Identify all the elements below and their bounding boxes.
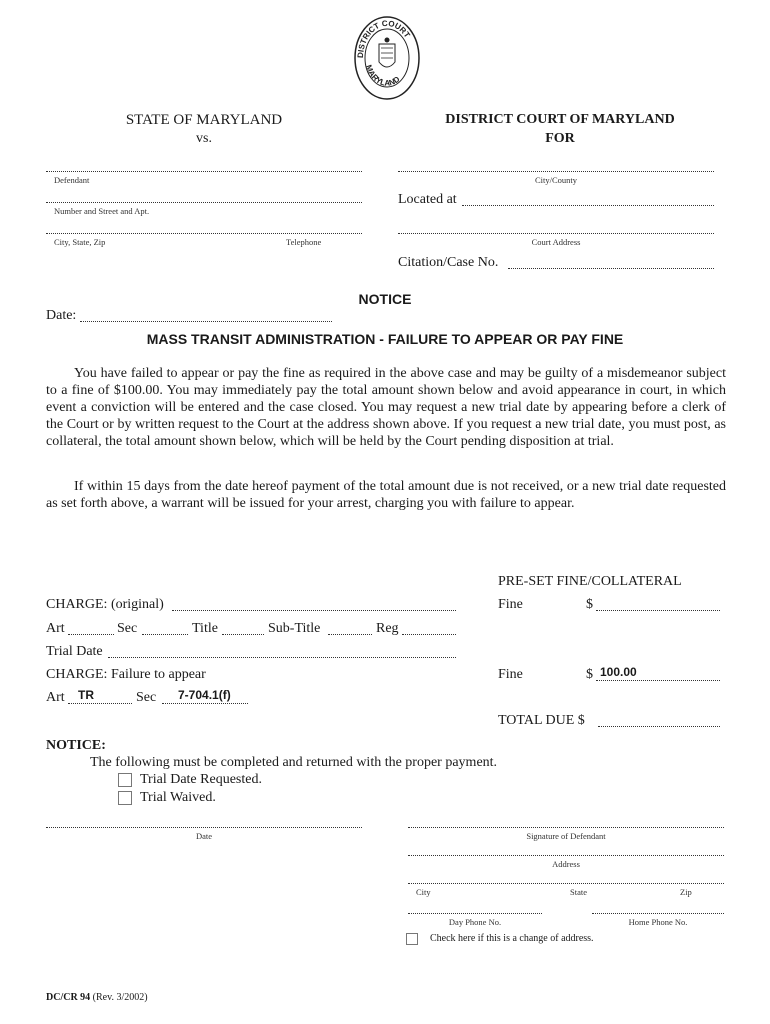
citation-case-line[interactable] [508, 268, 714, 269]
art-2-line[interactable] [68, 703, 132, 704]
signature-line[interactable] [408, 827, 724, 828]
fine-1-dollar: $ [586, 597, 593, 612]
sec-2-label: Sec [136, 690, 157, 705]
reg-label: Reg [376, 621, 399, 636]
seal-bottom-text: MARYLAND [363, 63, 402, 88]
fine-1-line[interactable] [596, 610, 720, 611]
home-phone-line[interactable] [592, 913, 724, 914]
located-at-label: Located at [398, 192, 457, 207]
sig-city-label: City [416, 887, 431, 897]
charge-fta-label: CHARGE: Failure to appear [46, 667, 206, 682]
court-for-label: FOR [545, 131, 575, 146]
title-line[interactable] [222, 634, 264, 635]
form-revision: (Rev. 3/2002) [92, 992, 148, 1003]
notice-paragraph-2: If within 15 days from the date hereof payment of the total amount due is not received, or a new trial date requested as set forth above, a warrant will be issued for your arrest, charging you with failure to appear. [46, 479, 726, 511]
subtitle-label: Sub-Title [268, 621, 321, 636]
main-title: MASS TRANSIT ADMINISTRATION - FAILURE TO APPEAR OR PAY FINE [146, 331, 624, 347]
art-2-label: Art [46, 690, 65, 705]
located-at-line[interactable] [462, 205, 714, 206]
city-county-line[interactable] [398, 171, 714, 172]
sig-state-label: State [570, 887, 587, 897]
reg-line[interactable] [402, 634, 456, 635]
trial-waived-label: Trial Waived. [140, 790, 216, 805]
home-phone-label: Home Phone No. [628, 917, 688, 927]
defendant-address-label: Address [552, 859, 580, 869]
change-of-address-checkbox[interactable] [406, 933, 418, 945]
fine-2-label: Fine [498, 667, 523, 682]
form-footer [46, 992, 148, 1003]
citation-case-label: Citation/Case No. [398, 255, 499, 270]
city-county-label: City/County [534, 175, 578, 185]
street-address-line[interactable] [46, 202, 362, 203]
signature-date-label: Date [195, 831, 213, 841]
charge-original-line[interactable] [172, 610, 456, 611]
sig-zip-label: Zip [680, 887, 692, 897]
court-title: DISTRICT COURT OF MARYLAND [445, 112, 675, 127]
fine-2-line[interactable] [596, 680, 720, 681]
notice-date-line[interactable] [80, 321, 332, 322]
seal-top-text: DISTRICT COURT [355, 18, 412, 59]
subtitle-line[interactable] [328, 634, 372, 635]
trial-waived-checkbox[interactable] [118, 791, 132, 805]
signature-label: Signature of Defendant [526, 831, 606, 841]
day-phone-line[interactable] [408, 913, 542, 914]
preset-fine-heading: PRE-SET FINE/COLLATERAL [498, 574, 682, 589]
fine-2-dollar: $ [586, 667, 593, 682]
state-title: STATE OF MARYLAND [125, 112, 283, 128]
trial-date-line[interactable] [108, 657, 456, 658]
svg-text:MARYLAND [364, 64, 402, 88]
sec-2-line[interactable] [162, 703, 248, 704]
sec-label: Sec [117, 621, 138, 636]
defendant-label: Defendant [54, 175, 90, 185]
date-label: Date: [46, 308, 77, 323]
total-due-line[interactable] [598, 726, 720, 727]
change-of-address-label: Check here if this is a change of address. [430, 933, 594, 944]
defendant-line[interactable] [46, 171, 362, 172]
art-2-value: TR [78, 688, 94, 702]
notice-2-heading: NOTICE: [46, 738, 106, 753]
telephone-label: Telephone [286, 237, 322, 247]
defendant-address-line[interactable] [408, 855, 724, 856]
court-address-label: Court Address [531, 237, 581, 247]
fine-1-label: Fine [498, 597, 523, 612]
total-due-label: TOTAL DUE $ [498, 713, 585, 728]
court-seal [352, 14, 422, 102]
sec-line[interactable] [142, 634, 188, 635]
title-label: Title [192, 621, 218, 636]
trial-date-requested-checkbox[interactable] [118, 773, 132, 787]
trial-date-label: Trial Date [46, 644, 103, 659]
city-state-zip-label: City, State, Zip [54, 237, 106, 247]
notice-2-instruction: The following must be completed and returned with the proper payment. [90, 755, 498, 770]
form-id: DC/CR 94 [46, 992, 91, 1003]
court-seal-icon [352, 14, 422, 102]
sec-2-value: 7-704.1(f) [178, 688, 231, 702]
charge-original-label: CHARGE: (original) [46, 597, 164, 612]
notice-heading: NOTICE [358, 291, 412, 307]
street-address-label: Number and Street and Apt. [54, 206, 150, 216]
trial-date-requested-label: Trial Date Requested. [140, 772, 262, 787]
art-label: Art [46, 621, 65, 636]
city-state-zip-line[interactable] [46, 233, 362, 234]
fine-2-value: 100.00 [600, 665, 637, 679]
city-state-zip-sig-line[interactable] [408, 883, 724, 884]
court-address-line[interactable] [398, 233, 714, 234]
notice-paragraph-1: You have failed to appear or pay the fine as required in the above case and may be guilty of a misdemeanor subject to a fine of $100.00. You may immediately pay the total amount shown below and avoid appearance in court, in which event a conviction will be entered and the case closed. You may request a new trial date by appearing before a clerk of the Court or by written request to the Court at the address shown above. If you request a new trial date, you must post, as collateral, the total amount shown below, which will be held by the Court pending disposition at trial. [46, 366, 726, 449]
signature-date-line[interactable] [46, 827, 362, 828]
versus-label: vs. [196, 131, 212, 146]
art-line[interactable] [68, 634, 114, 635]
day-phone-label: Day Phone No. [448, 917, 502, 927]
